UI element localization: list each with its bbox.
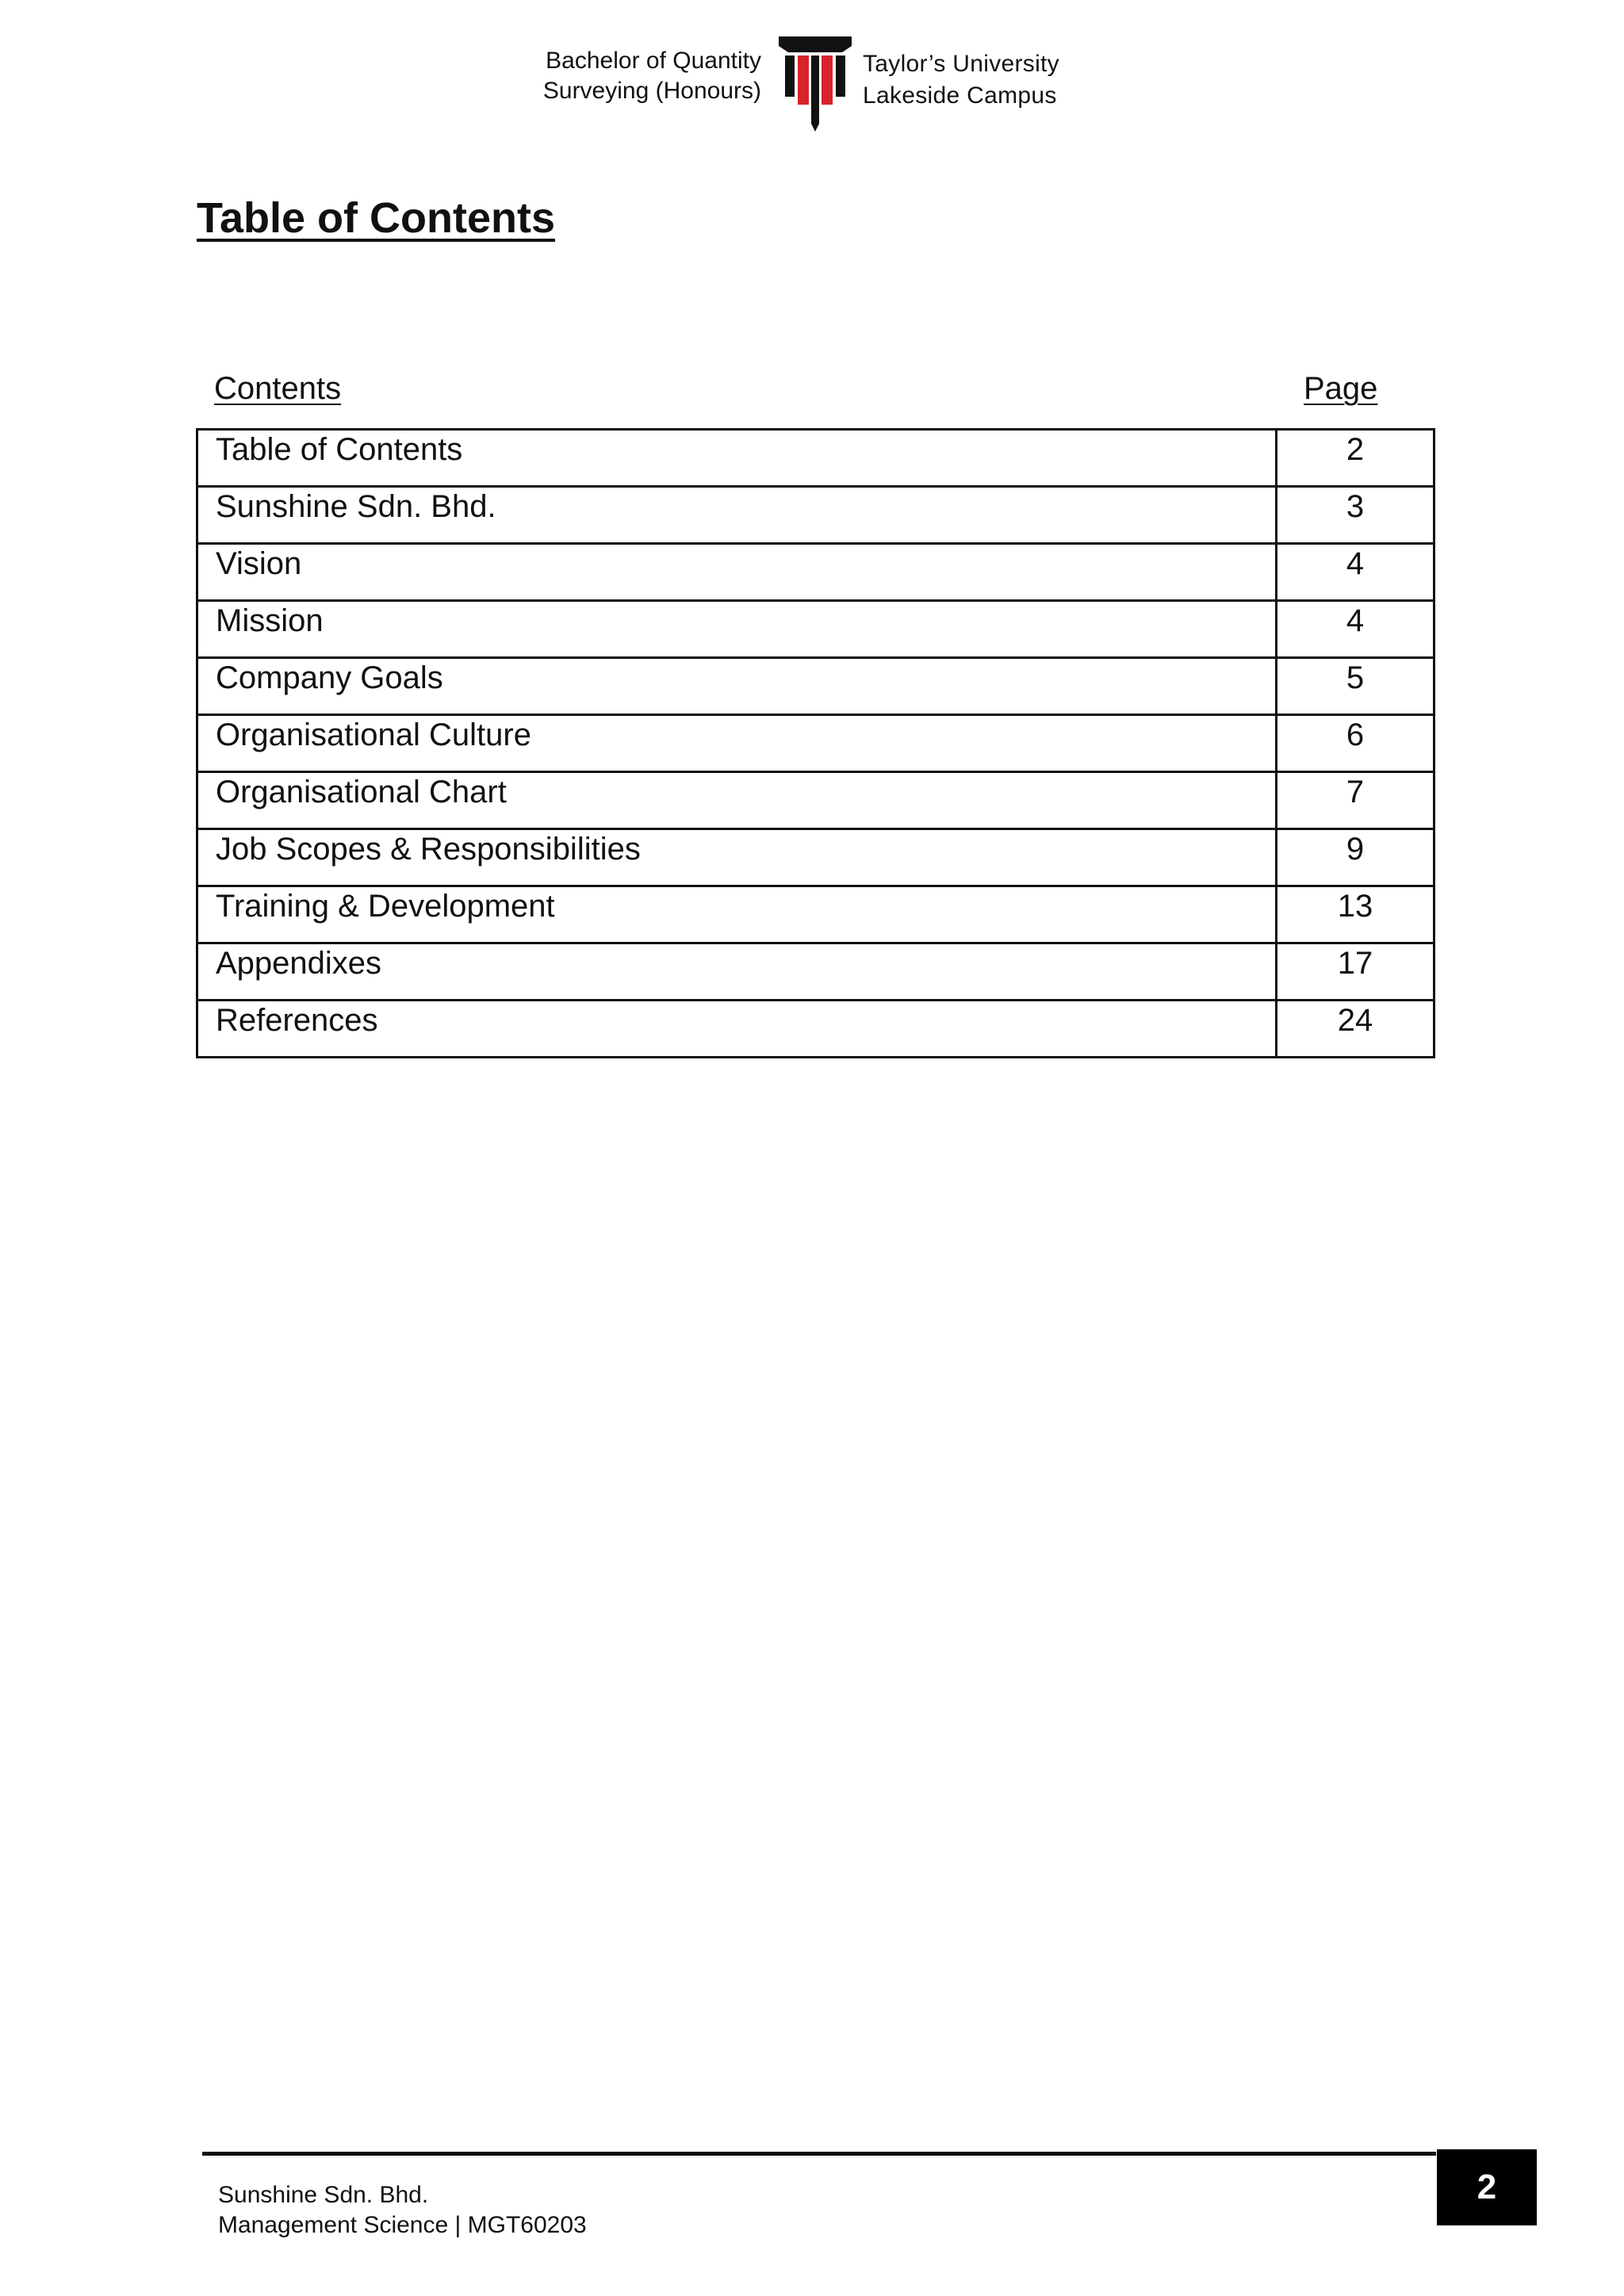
page-number-badge: 2 bbox=[1437, 2149, 1537, 2225]
toc-entry-page: 3 bbox=[1277, 487, 1434, 544]
toc-row bbox=[197, 544, 1434, 601]
program-line-1: Bachelor of Quantity bbox=[546, 48, 761, 74]
toc-entry-page: 2 bbox=[1277, 430, 1434, 487]
toc-entry-title: Table of Contents bbox=[197, 430, 1277, 487]
toc-entry-title: Organisational Chart bbox=[197, 772, 1277, 829]
toc-entry-title: Appendixes bbox=[197, 943, 1277, 1001]
toc-entry-page: 4 bbox=[1277, 601, 1434, 658]
footer-company: Sunshine Sdn. Bhd. bbox=[218, 2182, 429, 2208]
toc-entry-page: 4 bbox=[1277, 544, 1434, 601]
toc-entry-page: 7 bbox=[1277, 772, 1434, 829]
toc-row bbox=[197, 943, 1434, 1001]
page-header bbox=[0, 35, 1624, 138]
toc-row bbox=[197, 886, 1434, 943]
toc-entry-page: 13 bbox=[1277, 886, 1434, 943]
toc-row bbox=[197, 487, 1434, 544]
footer-text bbox=[218, 2180, 587, 2241]
toc-table bbox=[196, 428, 1435, 1058]
toc-row bbox=[197, 601, 1434, 658]
footer-divider bbox=[202, 2152, 1436, 2156]
toc-row bbox=[197, 1001, 1434, 1058]
toc-entry-page: 5 bbox=[1277, 658, 1434, 715]
toc-entry-page: 17 bbox=[1277, 943, 1434, 1001]
toc-table-body bbox=[197, 430, 1434, 1058]
toc-entry-title: Organisational Culture bbox=[197, 715, 1277, 772]
toc-entry-page: 9 bbox=[1277, 829, 1434, 886]
toc-row bbox=[197, 715, 1434, 772]
program-line-2: Surveying (Honours) bbox=[542, 78, 761, 104]
toc-row bbox=[197, 829, 1434, 886]
university-line-1: Taylor’s University bbox=[863, 51, 1059, 77]
footer-course: Management Science | MGT60203 bbox=[218, 2212, 587, 2238]
toc-entry-title: Vision bbox=[197, 544, 1277, 601]
toc-entry-title: Mission bbox=[197, 601, 1277, 658]
page-column-header: Page bbox=[1304, 371, 1378, 406]
toc-entry-title: Company Goals bbox=[197, 658, 1277, 715]
toc-row bbox=[197, 430, 1434, 487]
university-line-2: Lakeside Campus bbox=[863, 82, 1057, 109]
toc-entry-page: 6 bbox=[1277, 715, 1434, 772]
toc-entry-title: Job Scopes & Responsibilities bbox=[197, 829, 1277, 886]
toc-entry-title: Sunshine Sdn. Bhd. bbox=[197, 487, 1277, 544]
contents-column-header: Contents bbox=[214, 371, 342, 406]
toc-entry-title: Training & Development bbox=[197, 886, 1277, 943]
university-logo-icon bbox=[777, 35, 853, 133]
toc-row bbox=[197, 772, 1434, 829]
toc-entry-page: 24 bbox=[1277, 1001, 1434, 1058]
page-title: Table of Contents bbox=[197, 194, 555, 242]
toc-row bbox=[197, 658, 1434, 715]
university-name bbox=[863, 48, 1059, 112]
program-name bbox=[492, 46, 761, 106]
toc-entry-title: References bbox=[197, 1001, 1277, 1058]
